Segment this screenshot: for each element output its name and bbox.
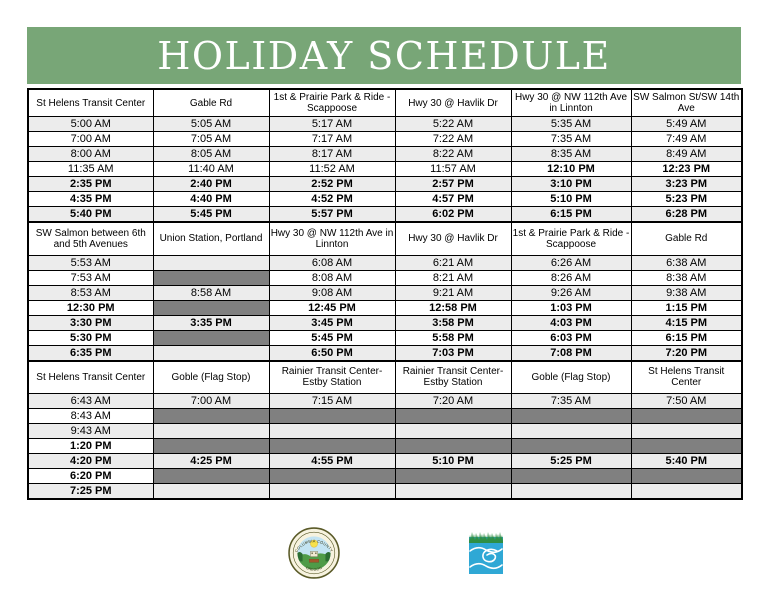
- time-cell: 5:45 PM: [269, 330, 395, 345]
- schedule-table-3: [27, 360, 743, 501]
- cc-rider-logo: [468, 529, 504, 575]
- empty-cell: [511, 469, 631, 484]
- time-cell: 8:22 AM: [395, 147, 511, 162]
- time-cell: 5:25 PM: [511, 454, 631, 469]
- time-cell: 7:00 AM: [153, 394, 269, 409]
- time-cell: 5:10 PM: [511, 192, 631, 207]
- stop-header-cell: Gable Rd: [631, 222, 742, 255]
- time-cell: 7:20 AM: [395, 394, 511, 409]
- time-cell: 3:35 PM: [153, 315, 269, 330]
- time-cell: 6:21 AM: [395, 255, 511, 270]
- time-cell: 8:26 AM: [511, 270, 631, 285]
- empty-cell: [153, 270, 269, 285]
- table-row: [28, 285, 742, 300]
- time-cell: 7:35 AM: [511, 132, 631, 147]
- empty-cell: [153, 469, 269, 484]
- schedule-tables: [27, 88, 741, 500]
- empty-cell: [269, 484, 395, 500]
- stop-header-cell: St Helens Transit Center: [28, 89, 153, 117]
- time-cell: 4:35 PM: [28, 192, 153, 207]
- stop-header-cell: 1st & Prairie Park & Ride - Scappoose: [511, 222, 631, 255]
- time-cell: 9:26 AM: [511, 285, 631, 300]
- table-row: [28, 454, 742, 469]
- time-cell: 7:50 AM: [631, 394, 742, 409]
- empty-cell: [153, 409, 269, 424]
- time-cell: 8:08 AM: [269, 270, 395, 285]
- time-cell: 4:25 PM: [153, 454, 269, 469]
- time-cell: 6:28 PM: [631, 207, 742, 223]
- empty-cell: [511, 409, 631, 424]
- empty-cell: [631, 484, 742, 500]
- time-cell: 4:15 PM: [631, 315, 742, 330]
- empty-cell: [395, 469, 511, 484]
- time-cell: 5:57 PM: [269, 207, 395, 223]
- empty-cell: [511, 439, 631, 454]
- time-cell: 4:40 PM: [153, 192, 269, 207]
- title-banner: [27, 27, 741, 84]
- stop-header-cell: Gable Rd: [153, 89, 269, 117]
- time-cell: 7:00 AM: [28, 132, 153, 147]
- stop-header-cell: Goble (Flag Stop): [511, 361, 631, 394]
- time-cell: 7:20 PM: [631, 345, 742, 361]
- time-cell: 7:35 AM: [511, 394, 631, 409]
- schedule-table-2: [27, 221, 743, 362]
- time-cell: 8:21 AM: [395, 270, 511, 285]
- time-cell: 9:38 AM: [631, 285, 742, 300]
- time-cell: 12:58 PM: [395, 300, 511, 315]
- time-cell: 7:08 PM: [511, 345, 631, 361]
- header-row: [28, 89, 742, 117]
- time-cell: 9:43 AM: [28, 424, 153, 439]
- empty-cell: [269, 439, 395, 454]
- stop-header-cell: St Helens Transit Center: [28, 361, 153, 394]
- table-row: [28, 469, 742, 484]
- table-row: [28, 132, 742, 147]
- time-cell: 8:00 AM: [28, 147, 153, 162]
- empty-cell: [269, 409, 395, 424]
- time-cell: 7:03 PM: [395, 345, 511, 361]
- time-cell: 5:05 AM: [153, 117, 269, 132]
- time-cell: 8:35 AM: [511, 147, 631, 162]
- time-cell: 9:08 AM: [269, 285, 395, 300]
- stop-header-cell: SW Salmon St/SW 14th Ave: [631, 89, 742, 117]
- time-cell: 11:57 AM: [395, 162, 511, 177]
- time-cell: 5:40 PM: [631, 454, 742, 469]
- time-cell: 6:15 PM: [511, 207, 631, 223]
- stop-header-cell: Goble (Flag Stop): [153, 361, 269, 394]
- stop-header-cell: Hwy 30 @ Havlik Dr: [395, 89, 511, 117]
- time-cell: 7:22 AM: [395, 132, 511, 147]
- time-cell: 5:35 AM: [511, 117, 631, 132]
- time-cell: 4:57 PM: [395, 192, 511, 207]
- table-row: [28, 207, 742, 223]
- table-row: [28, 315, 742, 330]
- time-cell: 3:23 PM: [631, 177, 742, 192]
- empty-cell: [153, 424, 269, 439]
- empty-cell: [395, 409, 511, 424]
- time-cell: 5:00 AM: [28, 117, 153, 132]
- time-cell: 7:25 PM: [28, 484, 153, 500]
- time-cell: 2:52 PM: [269, 177, 395, 192]
- time-cell: 5:22 AM: [395, 117, 511, 132]
- empty-cell: [153, 484, 269, 500]
- table-row: [28, 162, 742, 177]
- empty-cell: [153, 439, 269, 454]
- time-cell: 5:17 AM: [269, 117, 395, 132]
- time-cell: 3:45 PM: [269, 315, 395, 330]
- time-cell: 2:57 PM: [395, 177, 511, 192]
- time-cell: 6:15 PM: [631, 330, 742, 345]
- time-cell: 4:52 PM: [269, 192, 395, 207]
- time-cell: 7:15 AM: [269, 394, 395, 409]
- time-cell: 6:20 PM: [28, 469, 153, 484]
- time-cell: 6:38 AM: [631, 255, 742, 270]
- time-cell: 8:38 AM: [631, 270, 742, 285]
- time-cell: 9:21 AM: [395, 285, 511, 300]
- time-cell: 11:40 AM: [153, 162, 269, 177]
- time-cell: 3:10 PM: [511, 177, 631, 192]
- time-cell: 5:40 PM: [28, 207, 153, 223]
- empty-cell: [269, 424, 395, 439]
- columbia-county-seal-logo: [288, 527, 340, 579]
- time-cell: 8:58 AM: [153, 285, 269, 300]
- empty-cell: [511, 484, 631, 500]
- table-row: [28, 345, 742, 361]
- empty-cell: [631, 469, 742, 484]
- table-row: [28, 330, 742, 345]
- time-cell: 11:35 AM: [28, 162, 153, 177]
- empty-cell: [269, 469, 395, 484]
- time-cell: 6:26 AM: [511, 255, 631, 270]
- seal-bottom-text: OREGON: [305, 565, 323, 572]
- time-cell: 4:03 PM: [511, 315, 631, 330]
- time-cell: 6:35 PM: [28, 345, 153, 361]
- time-cell: 8:17 AM: [269, 147, 395, 162]
- table-row: [28, 192, 742, 207]
- empty-cell: [631, 439, 742, 454]
- time-cell: 5:45 PM: [153, 207, 269, 223]
- stop-header-cell: Rainier Transit Center- Estby Station: [269, 361, 395, 394]
- empty-cell: [153, 330, 269, 345]
- time-cell: 1:20 PM: [28, 439, 153, 454]
- stop-header-cell: SW Salmon between 6th and 5th Avenues: [28, 222, 153, 255]
- time-cell: 1:03 PM: [511, 300, 631, 315]
- time-cell: 5:30 PM: [28, 330, 153, 345]
- time-cell: 1:15 PM: [631, 300, 742, 315]
- table-row: [28, 394, 742, 409]
- time-cell: 2:40 PM: [153, 177, 269, 192]
- header-row: [28, 361, 742, 394]
- time-cell: 12:30 PM: [28, 300, 153, 315]
- empty-cell: [395, 424, 511, 439]
- table-row: [28, 270, 742, 285]
- time-cell: 3:30 PM: [28, 315, 153, 330]
- time-cell: 2:35 PM: [28, 177, 153, 192]
- time-cell: 5:53 AM: [28, 255, 153, 270]
- page-title: HOLIDAY SCHEDULE: [157, 33, 611, 78]
- time-cell: 12:10 PM: [511, 162, 631, 177]
- time-cell: 7:53 AM: [28, 270, 153, 285]
- stop-header-cell: Hwy 30 @ NW 112th Ave in Linnton: [269, 222, 395, 255]
- time-cell: 7:17 AM: [269, 132, 395, 147]
- seal-top-text: COLUMBIA COUNTY: [293, 538, 335, 554]
- empty-cell: [631, 409, 742, 424]
- time-cell: 6:08 AM: [269, 255, 395, 270]
- table-row: [28, 424, 742, 439]
- time-cell: 7:05 AM: [153, 132, 269, 147]
- stop-header-cell: Rainier Transit Center- Estby Station: [395, 361, 511, 394]
- empty-cell: [395, 439, 511, 454]
- table-row: [28, 409, 742, 424]
- time-cell: 7:49 AM: [631, 132, 742, 147]
- table-row: [28, 147, 742, 162]
- time-cell: 5:23 PM: [631, 192, 742, 207]
- time-cell: 5:10 PM: [395, 454, 511, 469]
- time-cell: 6:43 AM: [28, 394, 153, 409]
- empty-cell: [153, 255, 269, 270]
- empty-cell: [153, 345, 269, 361]
- time-cell: 12:23 PM: [631, 162, 742, 177]
- time-cell: 3:58 PM: [395, 315, 511, 330]
- schedule-table-1: [27, 88, 743, 223]
- empty-cell: [511, 424, 631, 439]
- time-cell: 12:45 PM: [269, 300, 395, 315]
- time-cell: 4:55 PM: [269, 454, 395, 469]
- time-cell: 5:49 AM: [631, 117, 742, 132]
- stop-header-cell: Hwy 30 @ Havlik Dr: [395, 222, 511, 255]
- stop-header-cell: Union Station, Portland: [153, 222, 269, 255]
- time-cell: 8:49 AM: [631, 147, 742, 162]
- time-cell: 8:53 AM: [28, 285, 153, 300]
- stop-header-cell: Hwy 30 @ NW 112th Ave in Linnton: [511, 89, 631, 117]
- time-cell: 6:02 PM: [395, 207, 511, 223]
- table-row: [28, 177, 742, 192]
- empty-cell: [153, 300, 269, 315]
- time-cell: 6:50 PM: [269, 345, 395, 361]
- time-cell: 5:58 PM: [395, 330, 511, 345]
- rider-trees: [469, 532, 503, 543]
- time-cell: 8:43 AM: [28, 409, 153, 424]
- table-row: [28, 484, 742, 500]
- table-row: [28, 300, 742, 315]
- table-row: [28, 117, 742, 132]
- table-row: [28, 255, 742, 270]
- stop-header-cell: St Helens Transit Center: [631, 361, 742, 394]
- time-cell: 6:03 PM: [511, 330, 631, 345]
- stop-header-cell: 1st & Prairie Park & Ride - Scappoose: [269, 89, 395, 117]
- time-cell: 8:05 AM: [153, 147, 269, 162]
- empty-cell: [631, 424, 742, 439]
- time-cell: 4:20 PM: [28, 454, 153, 469]
- table-row: [28, 439, 742, 454]
- header-row: [28, 222, 742, 255]
- time-cell: 11:52 AM: [269, 162, 395, 177]
- empty-cell: [395, 484, 511, 500]
